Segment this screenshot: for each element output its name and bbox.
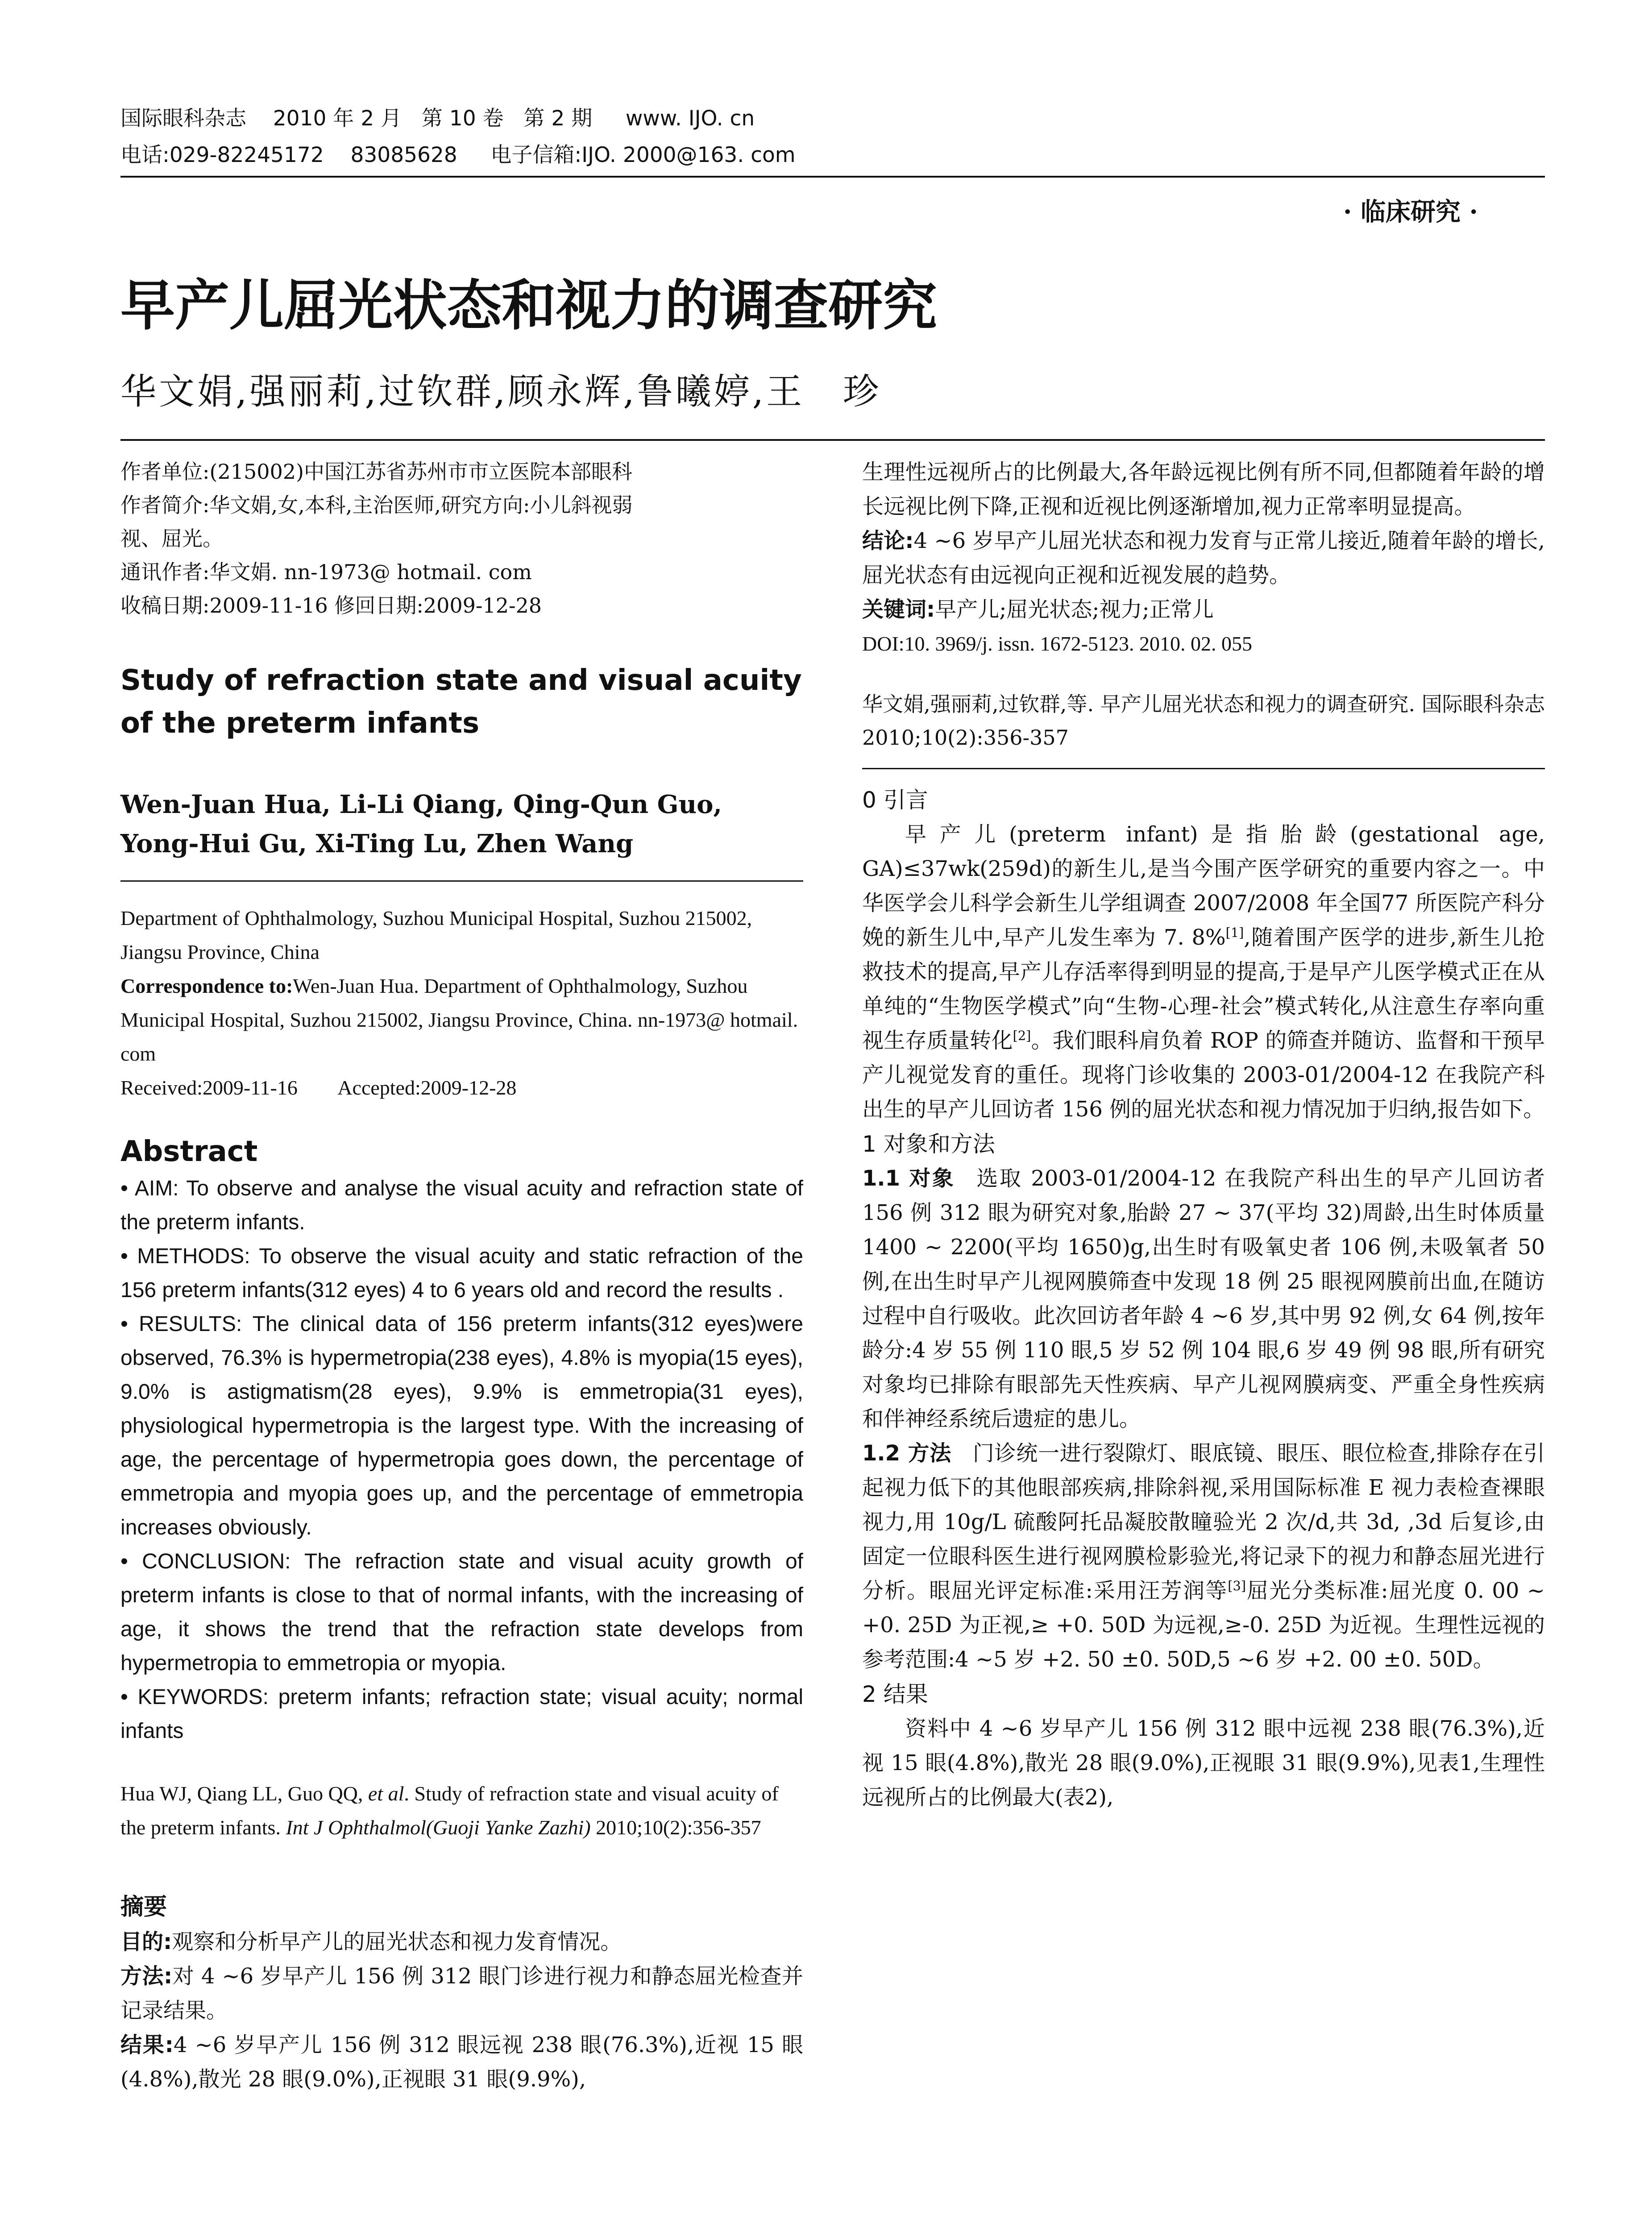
citation-en-etal: et al bbox=[368, 1782, 404, 1805]
article-title: 早产儿屈光状态和视力的调查研究 bbox=[120, 274, 937, 337]
abstract-conclusion: • CONCLUSION: The refraction state and visual acuity growth of preterm infants is close to that of normal infants, with the increasing of age, it shows the trend that the refraction state develops from hypermetropia to emmetropia or myopia. bbox=[120, 1550, 803, 1675]
citation-en-title: . Study of refraction state and visual acuity of the preterm infants. bbox=[120, 1782, 779, 1839]
department-en: Department of Ophthalmology, Suzhou Municipal Hospital, Suzhou 215002, Jiangsu Province, China bbox=[120, 907, 752, 963]
abstract-methods: • METHODS: To observe the visual acuity and static refraction of the 156 preterm infants(312 eyes) 4 to 6 years old and record the results . bbox=[120, 1244, 803, 1302]
zh-method bbox=[120, 1959, 803, 2028]
zh-result bbox=[120, 2028, 803, 2097]
left-column bbox=[120, 455, 803, 2097]
doi: DOI:10. 3969/j. issn. 1672-5123. 2010. 02. 055 bbox=[862, 632, 1252, 655]
citation-en-volume: 2010;10(2):356-357 bbox=[590, 1816, 761, 1839]
section-0-paragraph bbox=[862, 817, 1545, 1127]
affil-line: 作者简介:华文娟,女,本科,主治医师,研究方向:小儿斜视弱 bbox=[120, 493, 633, 517]
authors-cn: 华文娟,强丽莉,过钦群,顾永辉,鲁曦婷,王 珍 bbox=[120, 371, 882, 412]
english-authors: Wen-Juan Hua, Li-Li Qiang, Qing-Qun Guo, Yong-Hui Gu, Xi-Ting Lu, Zhen Wang bbox=[120, 790, 722, 858]
section-2-heading: 2 结果 bbox=[862, 1681, 928, 1707]
zh-aim-label: 目的: bbox=[120, 1929, 172, 1954]
zh-keywords-label: 关键词: bbox=[862, 597, 935, 622]
journal-header-line2: 电话:029-82245172 83085628 电子信箱:IJO. 2000@163. com bbox=[120, 143, 796, 167]
affil-line: 通讯作者:华文娟. nn-1973@ hotmail. com bbox=[120, 560, 532, 584]
header-rule bbox=[120, 176, 1545, 178]
zh-aim-text: 观察和分析早产儿的屈光状态和视力发育情况。 bbox=[172, 1929, 622, 1954]
zh-aim bbox=[120, 1925, 803, 1959]
section-1-1-text: 选取 2003-01/2004-12 在我院产科出生的早产儿回访者 156 例 312 眼为研究对象,胎龄 27 ~ 37(平均 32)周龄,出生时体质量 1400 ~ 2200(平均 1650)g,出生时有吸氧史者 106 例,未吸氧者 50 例,在出生时早产儿视网膜筛查中发现 18 例 25 眼视网膜前出血,在随访过程中自行吸收。此次回访者年龄 4 ~6 岁,其中男 92 例,女 64 例,按年龄分:4 岁 55 例 110 眼,5 岁 52 例 104 眼,6 岁 49 例 98 眼,所有研究对象均已排除有眼部先天性疾病、早产儿视网膜病变、严重全身性疾病和伴神经系统后遗症的患儿。 bbox=[862, 1166, 1545, 1431]
received-accepted: Received:2009-11-16 Accepted:2009-12-28 bbox=[120, 1076, 517, 1099]
section-1-2 bbox=[862, 1436, 1545, 1677]
journal-header-line1: 国际眼科杂志 2010 年 2 月 第 10 卷 第 2 期 www. IJO. cn bbox=[120, 106, 755, 131]
section-1-2-label: 1.2 方法 bbox=[862, 1441, 951, 1466]
zh-abstract-heading: 摘要 bbox=[120, 1894, 167, 1920]
correspondence-label: Correspondence to: bbox=[120, 975, 293, 997]
zh-conclusion-label: 结论: bbox=[862, 528, 914, 553]
title-rule bbox=[120, 439, 1545, 441]
zh-keywords-text: 早产儿;屈光状态;视力;正常儿 bbox=[935, 597, 1214, 622]
section-1-heading: 1 对象和方法 bbox=[862, 1131, 995, 1157]
section-0-text-a: 早产儿(preterm infant)是指胎龄(gestational age, GA)≤37wk(259d)的新生儿,是当今围产医学研究的重要内容之一。中华医学会儿科学会新生儿学组调查 2007/2008 年全国77 所医院产科分娩的新生儿中,早产儿发生率为 7. 8% bbox=[862, 822, 1545, 950]
section-2-paragraph: 资料中 4 ~6 岁早产儿 156 例 312 眼中远视 238 眼(76.3%),近视 15 眼(4.8%),散光 28 眼(9.0%),正视眼 31 眼(9.9%),见表1,生理性远视所占的比例最大(表2), bbox=[862, 1716, 1545, 1810]
zh-result-label: 结果: bbox=[120, 2032, 174, 2057]
citation-en-journal: Int J Ophthalmol(Guoji Yanke Zazhi) bbox=[286, 1816, 591, 1839]
affil-line: 收稿日期:2009-11-16 修回日期:2009-12-28 bbox=[120, 593, 542, 618]
zh-keywords bbox=[862, 593, 1545, 627]
correspondence bbox=[120, 969, 803, 1071]
author-affiliation bbox=[120, 455, 803, 622]
affil-line: 视、屈光。 bbox=[120, 527, 223, 551]
section-1-1 bbox=[862, 1161, 1545, 1436]
abstract-heading: Abstract bbox=[120, 1135, 258, 1168]
ref-3: [3] bbox=[1228, 1578, 1246, 1593]
citation-rule bbox=[862, 768, 1545, 769]
zh-method-label: 方法: bbox=[120, 1964, 173, 1989]
zh-result-continued: 生理性远视所占的比例最大,各年龄远视比例有所不同,但都随着年龄的增长远视比例下降,正视和近视比例逐渐增加,视力正常率明显提高。 bbox=[862, 460, 1545, 519]
section-0-text-b: ,随着围产医学的进步,新生儿抢救技术的提高,早产儿存活率得到明显的提高,于是早产儿医学模式正在从单纯的“生物医学模式”向“生物-心理-社会”模式转化,从注意生存率向重视生存质量转化 bbox=[862, 925, 1545, 1053]
affil-line: 作者单位:(215002)中国江苏省苏州市市立医院本部眼科 bbox=[120, 460, 632, 484]
abstract-aim: • AIM: To observe and analyse the visual acuity and refraction state of the preterm infants. bbox=[120, 1177, 803, 1234]
section-1-1-label: 1.1 对象 bbox=[862, 1166, 955, 1191]
abstract-keywords: • KEYWORDS: preterm infants; refraction state; visual acuity; normal infants bbox=[120, 1685, 803, 1743]
citation-en bbox=[120, 1777, 803, 1845]
section-0-text-c: 。我们眼科肩负着 ROP 的筛查并随访、监督和干预早产儿视觉发育的重任。现将门诊收集的 2003-01/2004-12 在我院产科出生的早产儿回访者 156 例的屈光状态和视力情况加于归纳,报告如下。 bbox=[862, 1028, 1545, 1122]
section-0-heading: 0 引言 bbox=[862, 787, 928, 813]
zh-conclusion-text: 4 ~6 岁早产儿屈光状态和视力发育与正常儿接近,随着年龄的增长,屈光状态有由远视向正视和近视发展的趋势。 bbox=[862, 528, 1545, 588]
ref-2: [2] bbox=[1013, 1028, 1031, 1043]
right-column bbox=[862, 455, 1545, 1815]
zh-method-text: 对 4 ~6 岁早产儿 156 例 312 眼门诊进行视力和静态屈光检查并记录结果。 bbox=[120, 1964, 803, 2023]
english-title: Study of refraction state and visual acuity of the preterm infants bbox=[120, 664, 802, 740]
zh-result-text: 4 ~6 岁早产儿 156 例 312 眼远视 238 眼(76.3%),近视 15 眼(4.8%),散光 28 眼(9.0%),正视眼 31 眼(9.9%), bbox=[120, 2032, 803, 2092]
section-tag: · 临床研究 · bbox=[1343, 197, 1478, 227]
authors-rule bbox=[120, 880, 803, 882]
zh-conclusion bbox=[862, 524, 1545, 593]
citation-en-authors: Hua WJ, Qiang LL, Guo QQ, bbox=[120, 1782, 368, 1805]
section-1-2-text-b: 屈光分类标准:屈光度 0. 00 ~ +0. 25D 为正视,≥ +0. 50D 为远视,≥-0. 25D 为近视。生理性远视的参考范围:4 ~5 岁 +2. 50 ±0. 50D,5 ~6 岁 +2. 00 ±0. 50D。 bbox=[862, 1578, 1545, 1672]
section-1-2-text-a: 门诊统一进行裂隙灯、眼底镜、眼压、眼位检查,排除存在引起视力低下的其他眼部疾病,排除斜视,采用国际标准 E 视力表检查裸眼视力,用 10g/L 硫酸阿托品凝胶散瞳验光 2 次/d,共 3d, ,3d 后复诊,由固定一位眼科医生进行视网膜检影验光,将记录下的视力和静态屈光进行分析。眼屈光评定标准:采用汪芳润等 bbox=[862, 1441, 1545, 1603]
correspondence-text: Wen-Juan Hua. Department of Ophthalmology, Suzhou Municipal Hospital, Suzhou 215002, Jiangsu Province, China. nn-1973@ hotmail. com bbox=[120, 975, 798, 1065]
citation-cn: 华文娟,强丽莉,过钦群,等. 早产儿屈光状态和视力的调查研究. 国际眼科杂志 2010;10(2):356-357 bbox=[862, 692, 1545, 750]
abstract-results: • RESULTS: The clinical data of 156 preterm infants(312 eyes)were observed, 76.3% is hypermetropia(238 eyes), 4.8% is myopia(15 eyes), 9.0% is astigmatism(28 eyes), 9.9% is emmetropia(31 eyes), physiological hypermetropia is the largest type. With the increasing of age, the percentage of hypermetropia goes down, the percentage of emmetropia and myopia goes up, and the percentage of emmetropia increases obviously. bbox=[120, 1312, 803, 1539]
ref-1: [1] bbox=[1225, 925, 1244, 940]
